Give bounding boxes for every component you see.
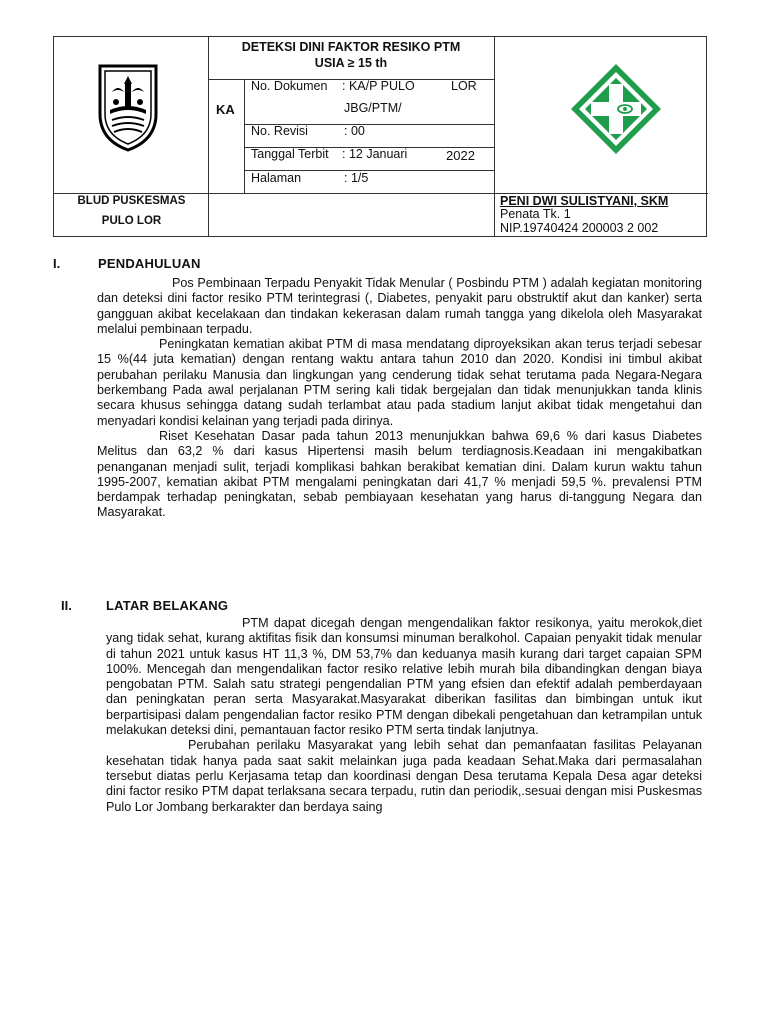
issue-date-value: : 12 Januari (342, 147, 408, 161)
paragraph: Perubahan perilaku Masyarakat yang lebih sehat dan pemanfaatan fasilitas Pelayanan kesehatan tidak hanya pada saat sakit melainkan juga pada keadaan Sehat.Maka dari permasalahan tersebut diatas perlu Kerjasama tetap dan koordinasi dengan Desa terutama Kepala Desa agar deteksi dini factor resiko PTM dapat terlaksana secara terpadu, rutin dan periodik,.sesuai dengan misi Puskesmas Pulo Lor Jombang berkarakter dan berdaya saing (106, 738, 702, 814)
document-header (53, 36, 707, 237)
section-body (106, 616, 702, 815)
document-title-line2: USIA ≥ 15 th (314, 56, 388, 70)
signer-name: PENI DWI SULISTYANI, SKM (500, 194, 669, 208)
revision-value: : 00 (344, 124, 365, 138)
doc-number-value2: JBG/PTM/ (344, 101, 402, 115)
health-cross-logo (569, 62, 663, 156)
regency-crest-logo (94, 62, 162, 152)
revision-label: No. Revisi (251, 124, 308, 138)
paragraph: Riset Kesehatan Dasar pada tahun 2013 menunjukkan bahwa 69,6 % dari kasus Diabetes Melitus dan 63,2 % dari kasus Hipertensi masih belum terdiagnosis.Keadaan ini mengakibatkan penanganan menjadi sulit, terjadi komplikasi bahkan berakibat kematian dini. Dalam kurun waktu tahun 1995-2007, kematian akibat PTM mengalami peningkatan dari 41,7 % menjadi 59,5 %. prevalensi PTM berdampak terhadap peningkatan, sebab pembiayaan kesehatan yang harus di-tanggung Negara dan Masyarakat. (97, 428, 702, 520)
page-label: Halaman (251, 171, 302, 185)
section-title: PENDAHULUAN (98, 256, 201, 271)
document-title-line1: DETEKSI DINI FAKTOR RESIKO PTM (241, 40, 461, 54)
doc-number-label: No. Dokumen (251, 79, 328, 93)
section-title: LATAR BELAKANG (106, 598, 229, 613)
paragraph: Pos Pembinaan Terpadu Penyakit Tidak Menular ( Posbindu PTM ) adalah kegiatan monitoring dan deteksi dini factor resiko PTM terintegrasi (, Diabetes, penyakit paru obstruktif akut dan kanker) serta gangguan akibat kecelakaan dan tindakan kekerasan dalam rumah tangga yang dikelola oleh Masyarakat melalui pembinaan terpadu. (97, 276, 702, 336)
paragraph: PTM dapat dicegah dengan mengendalikan faktor resikonya, yaitu merokok,diet yang tidak sehat, kurang aktifitas fisik dan konsumsi minuman beralkohol. Capaian penyakit tidak menular di tahun 2021 untuk kasus HT 11,3 %, DM 53,7% dan keduanya masih kurang dari target capaian SPM 100%. Mencegah dan mengendalikan factor resiko relative lebih murah bila dibandingkan dengan biaya pengobatan PTM. Salah satu strategi pengendalian PTM yang efsien dan efektif adalah pemberdayaan dan peningkatan peran serta Masyarakat.Masyarakat diberikan fasilitas dan bimbingan untuk ikut berpartisipasi dalam pengendalian factor resiko PTM dengan dibekali pengetahuan dan ketrampilan untuk melakukan deteksi dini, pemantauan factor resiko PTM serta tindak lanjutnya. (106, 616, 702, 738)
section-number: I. (53, 256, 61, 271)
doc-number-value: : KA/P PULO (342, 79, 415, 93)
section-number: II. (61, 598, 72, 613)
ka-label: KA (216, 102, 235, 117)
page-value: : 1/5 (344, 171, 369, 185)
paragraph: Peningkatan kematian akibat PTM di masa mendatang diproyeksikan akan terus terjadi sebesar 15 %(44 juta kematian) dengan rentang waktu antara tahun 2010 dan 2020. Kondisi ini timbul akibat perubahan perilaku Manusia dan lingkungan yang cenderung tidak sehat terutama pada Negara-Negara berkembang Pada awal perjalanan PTM sering kali tidak bergejalan dan tidak menunjukkan tanda klinis secara khusus sehingga datang sudah terlambat atau pada stadium lanjut akibat tidak mengetahui dan menyadari kondisi kelainan yang terjadi pada dirinya. (97, 337, 702, 428)
signer-rank: Penata Tk. 1 (500, 207, 571, 221)
issue-date-label: Tanggal Terbit (251, 147, 329, 161)
section-body (97, 276, 702, 521)
signer-nip: NIP.19740424 200003 2 002 (500, 221, 659, 235)
organization-line2: PULO LOR (101, 215, 162, 227)
issue-date-year: 2022 (446, 148, 475, 163)
organization-line1: BLUD PUSKESMAS (77, 195, 186, 207)
doc-number-lor: LOR (451, 79, 477, 93)
